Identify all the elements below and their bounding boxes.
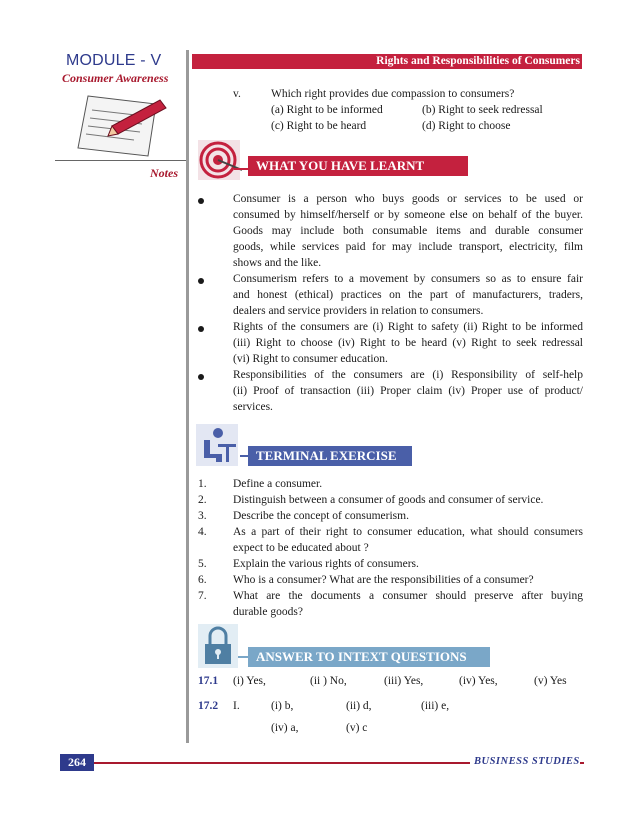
bullet-dot bbox=[198, 278, 204, 284]
option-c: (c) Right to be heard bbox=[271, 120, 367, 132]
question-number: v. bbox=[233, 88, 241, 100]
exercise-number: 4. bbox=[198, 526, 207, 538]
exercise-number: 7. bbox=[198, 590, 207, 602]
bullet-dot bbox=[198, 198, 204, 204]
notes-label: Notes bbox=[150, 166, 178, 180]
answer-part: (iv) a, bbox=[271, 722, 299, 734]
notes-divider bbox=[55, 160, 187, 161]
section-heading-terminal: TERMINAL EXERCISE bbox=[248, 446, 412, 466]
exercise-text: What are the documents a consumer should preserve after buying durable goods? bbox=[233, 590, 583, 618]
page-number: 264 bbox=[60, 754, 94, 771]
option-b: (b) Right to seek redressal bbox=[422, 104, 543, 116]
learnt-paragraph-3: Rights of the consumers are (i) Right to safety (ii) Right to be informed (iii) Right to choose (iv) Right to be heard (v) Right to seek redressal (vi) Right to consumer education. bbox=[233, 321, 583, 365]
book-title: BUSINESS STUDIES bbox=[470, 756, 580, 767]
margin-vertical-rule bbox=[186, 50, 189, 743]
answer-part: (iii) e, bbox=[421, 700, 450, 712]
bullet-dot bbox=[198, 326, 204, 332]
padlock-icon bbox=[198, 624, 240, 668]
learnt-paragraph-2: Consumerism refers to a movement by consumers so as to ensure fair and honest (ethical) practices on the part of manufacturers, traders, dealers and service providers in relation to consumers. bbox=[233, 273, 583, 317]
exercise-number: 6. bbox=[198, 574, 207, 586]
exercise-text: Who is a consumer? What are the responsibilities of a consumer? bbox=[233, 574, 534, 586]
option-a: (a) Right to be informed bbox=[271, 104, 383, 116]
module-title: MODULE - V bbox=[66, 52, 162, 69]
answer-part: (iv) Yes, bbox=[459, 675, 498, 687]
answer-part: (i) b, bbox=[271, 700, 294, 712]
exercise-text: Distinguish between a consumer of goods and consumer of service. bbox=[233, 494, 544, 506]
option-d: (d) Right to choose bbox=[422, 120, 511, 132]
learnt-paragraph-4: Responsibilities of the consumers are (i) Responsibility of self-help (ii) Proof of transaction (iii) Proper claim (iv) Proper use of product/ services. bbox=[233, 369, 583, 413]
student-desk-icon bbox=[196, 424, 240, 468]
question-text: Which right provides due compassion to consumers? bbox=[271, 88, 515, 100]
exercise-text: Explain the various rights of consumers. bbox=[233, 558, 419, 570]
exercise-text: As a part of their right to consumer education, what should consumers expect to be educated about ? bbox=[233, 526, 583, 554]
banner-connector bbox=[238, 656, 248, 658]
chapter-header: Rights and Responsibilities of Consumers bbox=[192, 54, 582, 69]
exercise-number: 5. bbox=[198, 558, 207, 570]
exercise-number: 2. bbox=[198, 494, 207, 506]
learnt-paragraph-1: Consumer is a person who buys goods or services to be used or consumed by himself/herself or by someone else on behalf of the buyer. Goods may include both consumable items and durable consumer goods, while services paid for may include transport, electricity, film shows and the like. bbox=[233, 193, 583, 269]
exercise-number: 1. bbox=[198, 478, 207, 490]
exercise-text: Define a consumer. bbox=[233, 478, 323, 490]
section-heading-answers: ANSWER TO INTEXT QUESTIONS bbox=[248, 647, 490, 667]
answer-set-number: 17.1 bbox=[198, 675, 219, 687]
module-subtitle: Consumer Awareness bbox=[62, 71, 169, 85]
notes-illustration-icon bbox=[68, 92, 178, 160]
banner-connector bbox=[240, 455, 248, 457]
exercise-number: 3. bbox=[198, 510, 207, 522]
banner-connector bbox=[234, 168, 248, 170]
target-icon bbox=[198, 140, 244, 180]
answer-part: (ii ) No, bbox=[310, 675, 347, 687]
exercise-text: Describe the concept of consumerism. bbox=[233, 510, 409, 522]
section-heading-learnt: WHAT YOU HAVE LEARNT bbox=[248, 156, 468, 176]
answer-part: (iii) Yes, bbox=[384, 675, 424, 687]
answer-roman: I. bbox=[233, 700, 240, 712]
answer-part: (ii) d, bbox=[346, 700, 372, 712]
answer-part: (v) Yes bbox=[534, 675, 567, 687]
bullet-dot bbox=[198, 374, 204, 380]
answer-part: (v) c bbox=[346, 722, 368, 734]
answer-part: (i) Yes, bbox=[233, 675, 266, 687]
answer-set-number: 17.2 bbox=[198, 700, 219, 712]
